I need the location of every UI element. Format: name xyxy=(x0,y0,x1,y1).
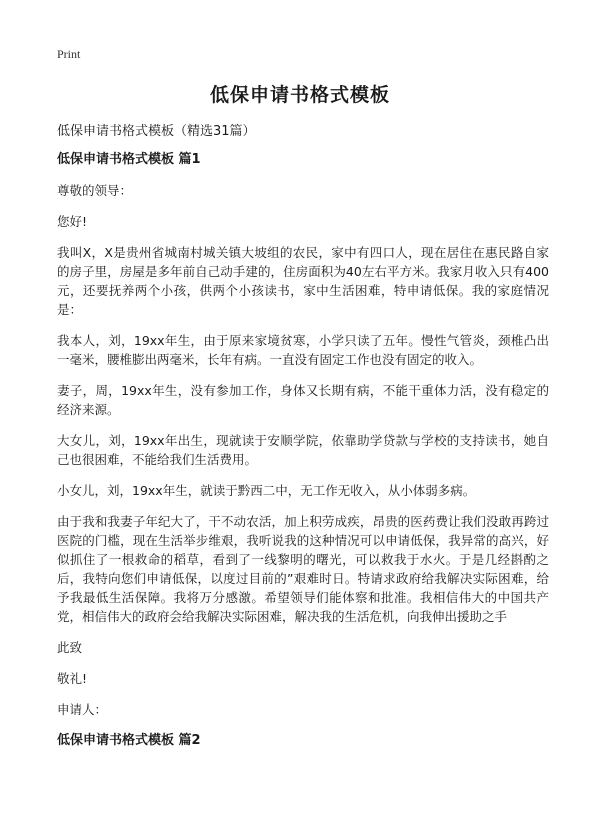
paragraph: 我本人，刘，19xx年生，由于原来家境贫寒，小学只读了五年。慢性气管炎，颈椎凸出一毫米，腰椎膨出两毫米，长年有病。一直没有固定工作也没有固定的收入。 xyxy=(57,333,549,367)
paragraph: 妻子，周，19xx年生，没有参加工作，身体又长期有病，不能干重体力活，没有稳定的经济来源。 xyxy=(57,383,549,417)
paragraph: 我叫X，X是贵州省城南村城关镇大坡组的农民，家中有四口人，现在居住在惠民路自家的房子里，房屋是多年前自己动手建的，住房面积为40左右平方米。我家月收入只有400元，还要抚养两个小孩，供两个小孩读书，家中生活困难，特申请低保。我的家庭情况是： xyxy=(57,245,549,317)
signature-line: 申请人： xyxy=(57,702,108,717)
document-title: 低保申请书格式模板 xyxy=(209,84,390,106)
print-label: Print xyxy=(57,47,81,61)
paragraph: 由于我和我妻子年纪大了，干不动农活，加上积劳成疾，昂贵的医药费让我们没敢再跨过医院的门槛，现在生活举步维艰，我听说我的这种情况可以申请低保，我异常的高兴，好似抓住了一根救命的稻草，看到了一线黎明的曙光，可以救我于水火。于是几经斟酌之后，我特向您们申请低保，以度过目前的”艰难时日。特请求政府给我解决实际困难，给予我最低生活保障。我将万分感激。希望领导们能体察和批准。我相信伟大的中国共产党，相信伟大的政府会给我解决实际困难，解决我的生活危机，向我伸出援助之手 xyxy=(57,514,549,624)
section-heading-2: 低保申请书格式模板 篇2 xyxy=(57,733,201,748)
section-heading-1: 低保申请书格式模板 篇1 xyxy=(57,152,201,167)
greeting: 尊敬的领导： xyxy=(57,183,133,198)
document-body xyxy=(57,150,549,762)
document-subtitle: 低保申请书格式模板（精选31篇） xyxy=(57,124,256,139)
closing-line-2: 敬礼! xyxy=(57,671,88,686)
closing-line-1: 此致 xyxy=(57,640,83,655)
paragraph: 小女儿，刘，19xx年生，就读于黔西二中，无工作无收入，从小体弱多病。 xyxy=(57,483,476,498)
paragraph: 大女儿，刘，19xx年出生，现就读于安顺学院，依靠助学贷款与学校的支持读书，她自己也很困难，不能给我们生活费用。 xyxy=(57,433,549,467)
hello: 您好! xyxy=(57,214,88,229)
